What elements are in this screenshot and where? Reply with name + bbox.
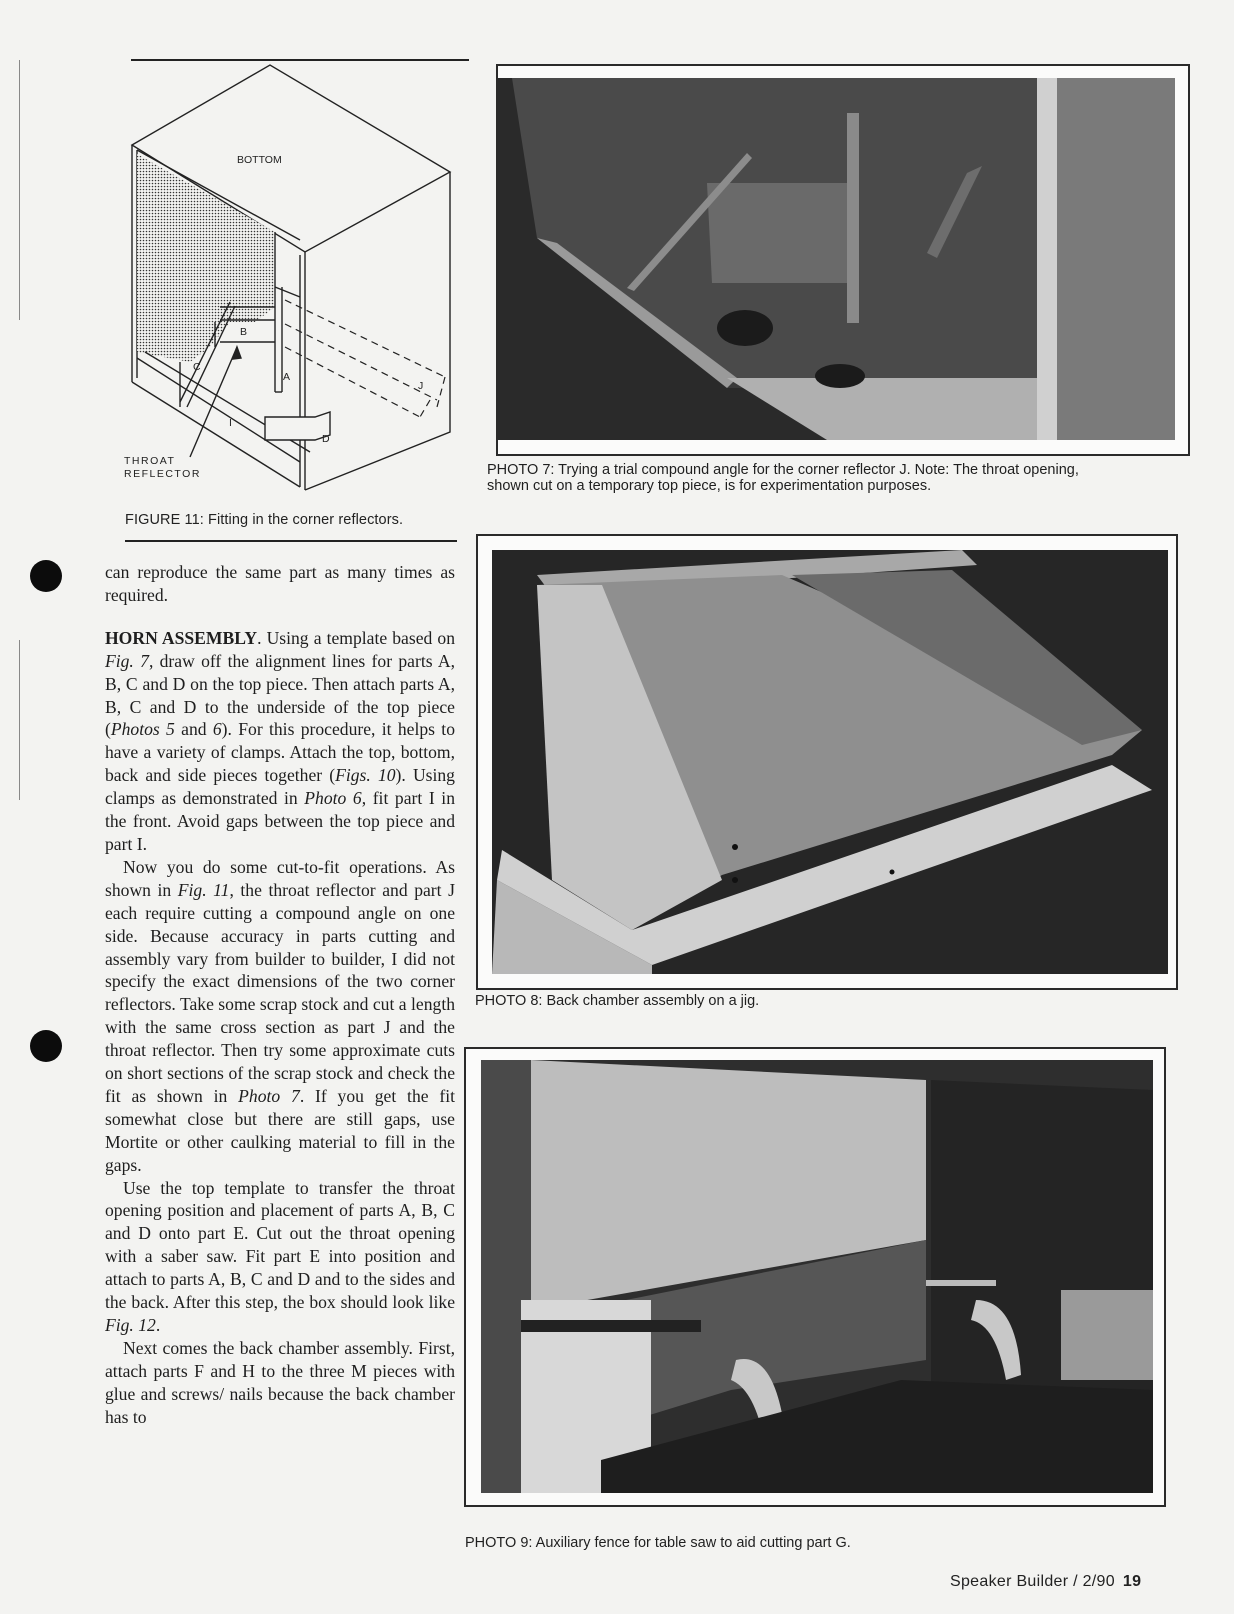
- binder-margin-line: [19, 60, 20, 320]
- paragraph: can reproduce the same part as many times as required.: [105, 562, 455, 605]
- svg-text:REFLECTOR: REFLECTOR: [124, 468, 201, 480]
- page-number: 19: [1122, 1573, 1142, 1590]
- punch-hole: [30, 560, 62, 592]
- figure-11-drawing: [115, 62, 465, 502]
- paragraph: Now you do some cut-to-fit operations. As shown in Fig. 11, the throat reflector and part J each require cutting a compound angle on one side. Because accuracy in parts cutting and assembly vary from builder to builder, I did not specify the exact dimensions of the two corner reflectors. Take some scrap stock and cut a length with the same cross section as part J and the throat reflector. Then try some approximate cuts on short sections of the scrap stock and check the fit as shown in Photo 7. If you get the fit somewhat close but there are still gaps, use Mortite or other caulking material to fill in the gaps.: [105, 856, 455, 1175]
- page-footer: [950, 1573, 1141, 1591]
- svg-text:I: I: [229, 417, 232, 429]
- binder-margin-line: [19, 640, 20, 800]
- photo-9-image: [481, 1060, 1153, 1493]
- article-body: [105, 561, 455, 1429]
- photo-7-image: [497, 78, 1175, 440]
- figure-top-rule: [131, 59, 469, 61]
- svg-text:B: B: [240, 326, 248, 338]
- svg-text:D: D: [322, 433, 330, 445]
- punch-hole: [30, 1030, 62, 1062]
- svg-text:C: C: [193, 361, 201, 373]
- section-heading: HORN ASSEMBLY: [105, 627, 258, 648]
- publication-issue: Speaker Builder / 2/90: [950, 1573, 1115, 1590]
- photo-8-image: [492, 550, 1168, 974]
- svg-text:A: A: [283, 371, 291, 383]
- paragraph: Use the top template to transfer the throat opening position and placement of parts A, B, C and D onto part E. Cut out the throat opening with a saber saw. Fit part E into position and attach to parts A, B, C and D and to the sides and the back. After this step, the box should look like Fig. 12.: [105, 1177, 455, 1335]
- photo-9-caption: PHOTO 9: Auxiliary fence for table saw to aid cutting part G.: [465, 1535, 851, 1551]
- figure-bottom-rule: [125, 540, 457, 542]
- svg-text:J: J: [418, 380, 424, 392]
- paragraph-horn-assembly: HORN ASSEMBLY. Using a template based on Fig. 7, draw off the alignment lines for parts A, B, C and D on the top piece. Then attach parts A, B, C and D to the underside of the top piece (Photos 5 and 6). For this procedure, it helps to have a variety of clamps. Attach the top, bottom, back and side pieces together (Figs. 10). Using clamps as demonstrated in Photo 6, fit part I in the front. Avoid gaps between the top piece and part I.: [105, 627, 455, 854]
- svg-text:THROAT: THROAT: [124, 455, 176, 467]
- paragraph: Next comes the back chamber assembly. First, attach parts F and H to the three M pieces with glue and screws/ nails because the back chamber has to: [105, 1337, 455, 1427]
- photo-8-caption: PHOTO 8: Back chamber assembly on a jig.: [475, 993, 760, 1009]
- figure-11-caption: FIGURE 11: Fitting in the corner reflectors.: [125, 512, 404, 528]
- svg-text:BOTTOM: BOTTOM: [237, 154, 282, 166]
- photo-7-caption: PHOTO 7: Trying a trial compound angle for the corner reflector J. Note: The throat opening, shown cut on a temporary top piece, is for experimentation purposes.: [487, 462, 1079, 494]
